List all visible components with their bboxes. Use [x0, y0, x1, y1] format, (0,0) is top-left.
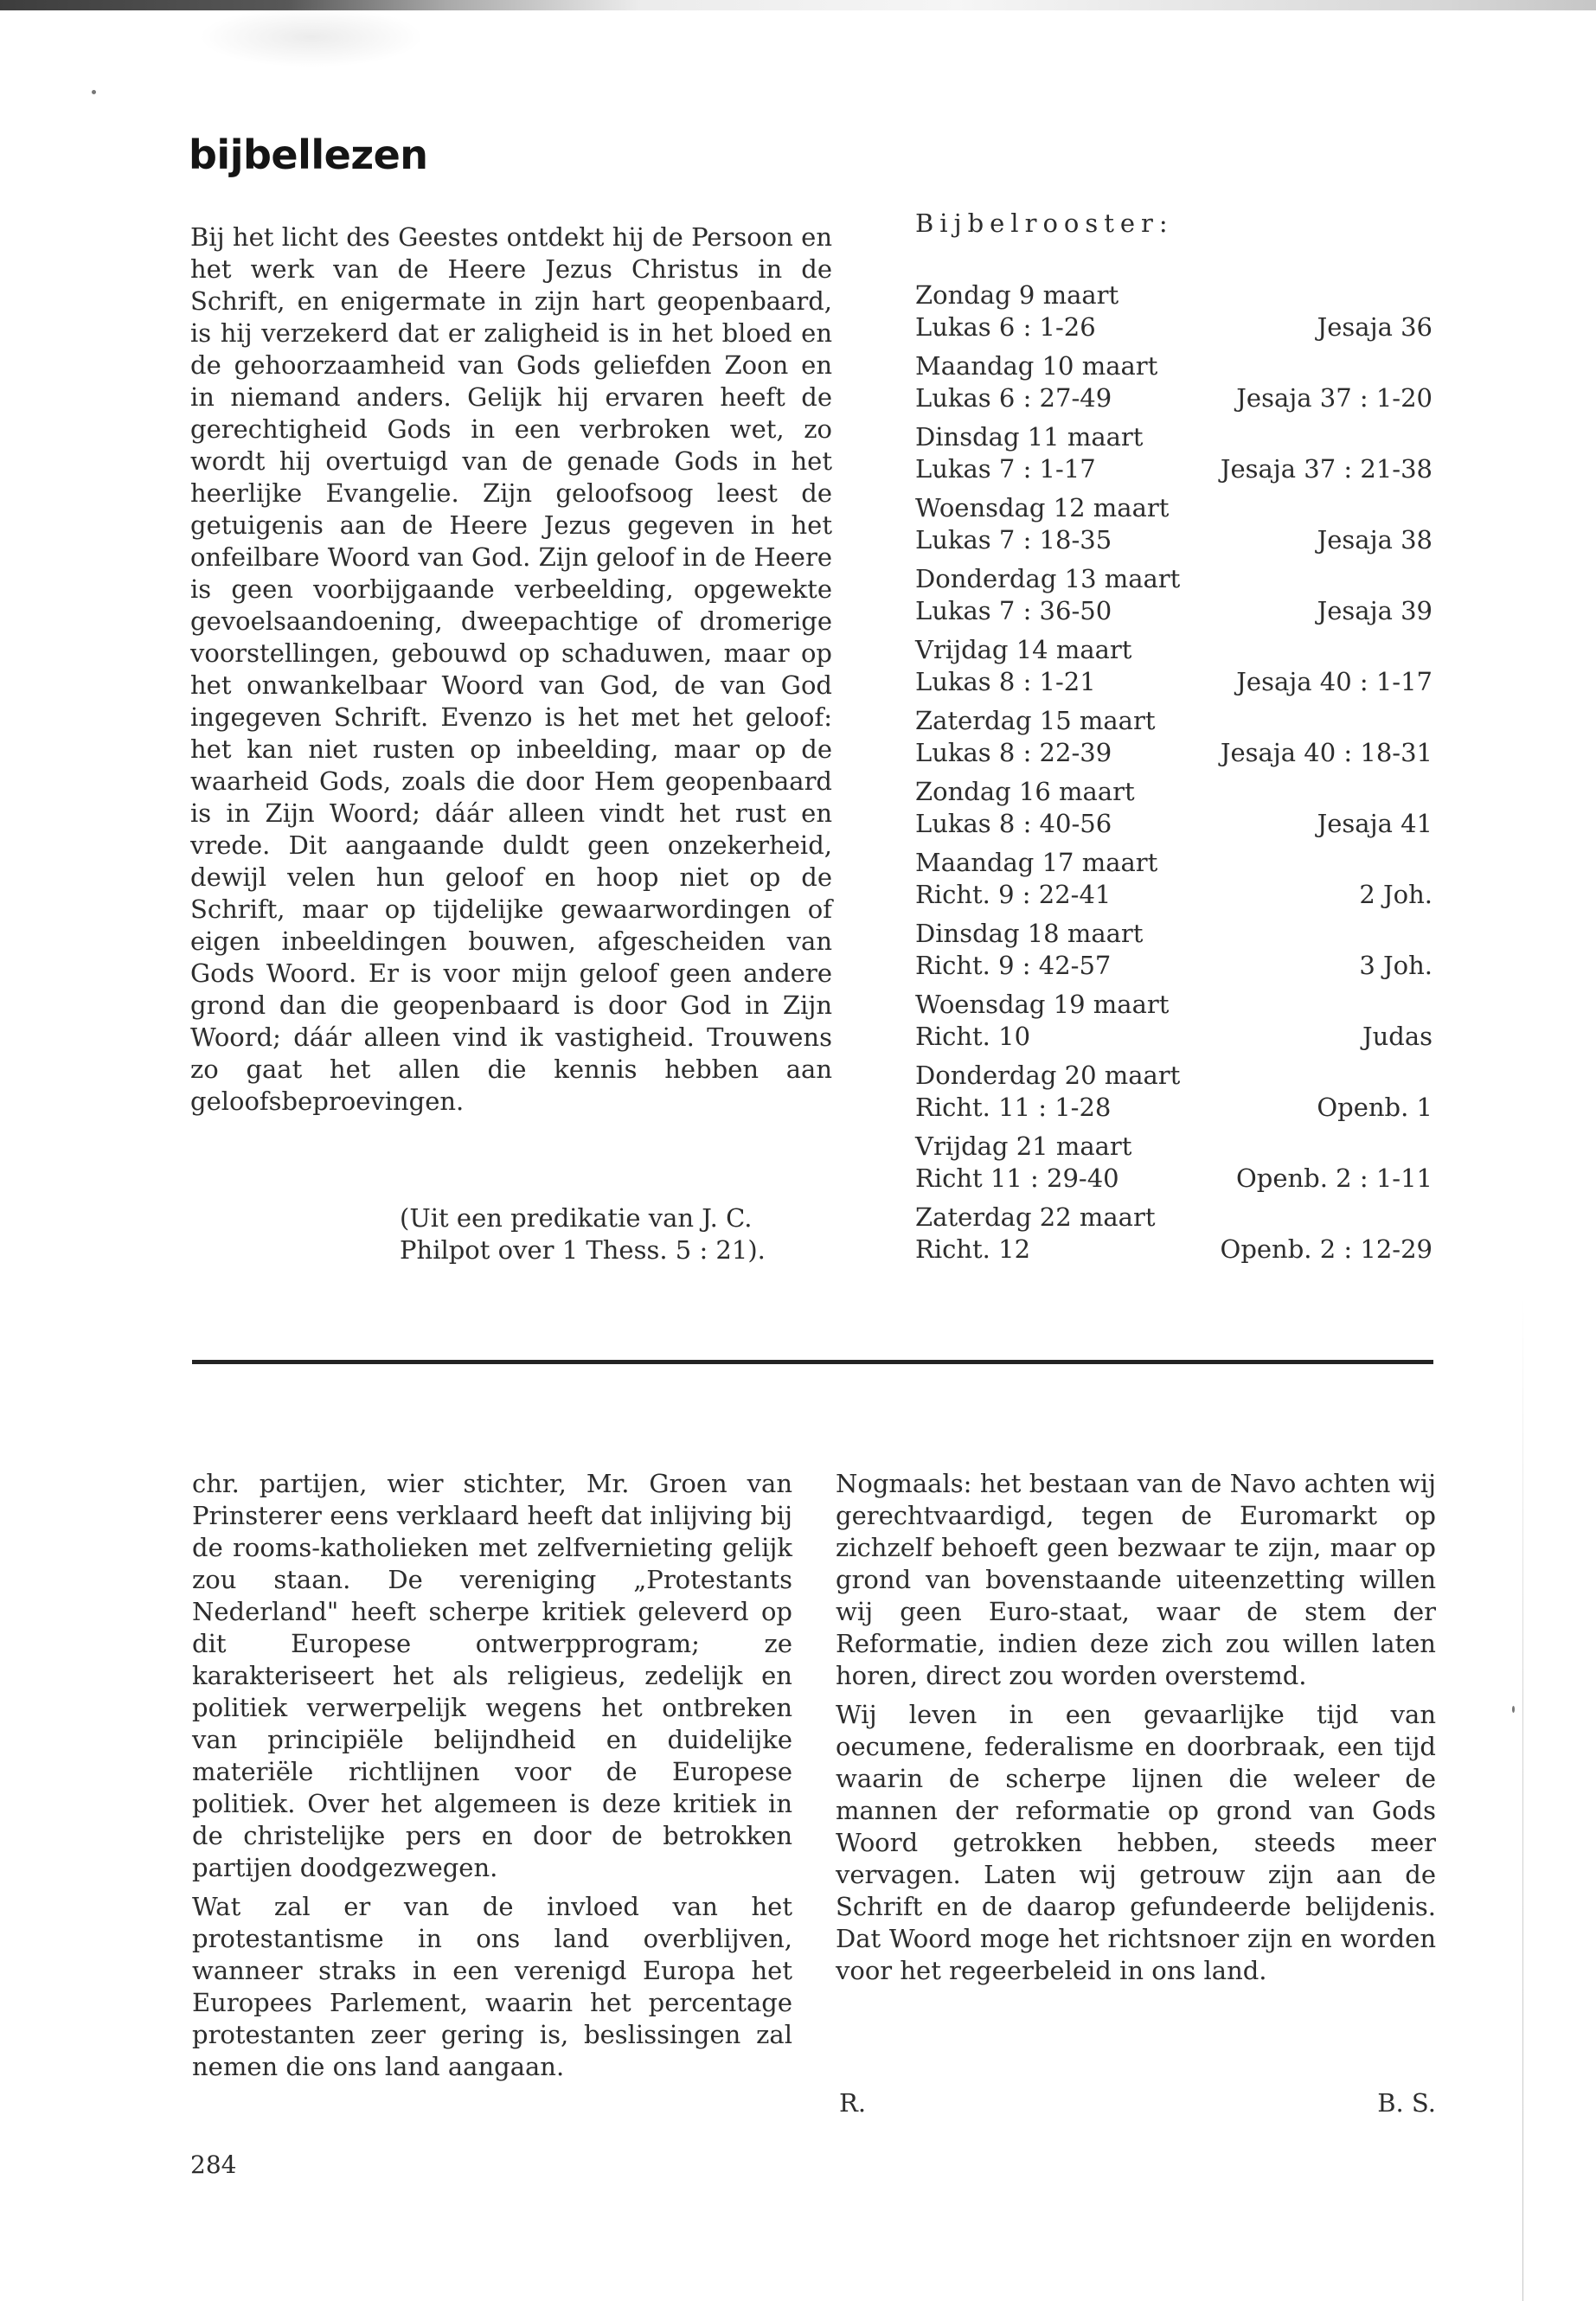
schedule-reading: Lukas 7 : 1-17: [915, 454, 1096, 484]
schedule-second-reading: Jesaja 37 : 1-20: [1236, 383, 1433, 413]
bible-reading-schedule: [915, 208, 1433, 1272]
schedule-entry: [915, 421, 1433, 492]
schedule-day: Maandag 17 maart: [915, 848, 1158, 877]
article-column-right: [836, 1468, 1436, 1994]
schedule-reading: Richt 11 : 29-40: [915, 1163, 1119, 1193]
schedule-second-reading: Judas: [1362, 1022, 1433, 1051]
section-divider: [192, 1360, 1433, 1364]
section-heading: bijbellezen: [189, 131, 428, 178]
schedule-entry: [915, 776, 1433, 847]
schedule-readings: [915, 382, 1433, 414]
schedule-second-reading: Jesaja 40 : 18-31: [1220, 738, 1433, 767]
schedule-entry: [915, 1131, 1433, 1202]
schedule-entry: [915, 492, 1433, 563]
page-number: 284: [190, 2150, 237, 2179]
article-paragraph: Nogmaals: het bestaan van de Navo achten wij gerechtvaardigd, tegen de Euromarkt op zichzelf behoeft geen bezwaar te zijn, maar op grond van bovenstaande uiteenzetting willen wij geen Euro-staat, waar de stem der Reformatie, indien deze zich zou willen laten horen, direct zou worden overstemd.: [836, 1469, 1436, 1690]
page-gutter-shadow: [1522, 1298, 1523, 2301]
schedule-day: Vrijdag 14 maart: [915, 635, 1132, 664]
schedule-entry: [915, 350, 1433, 421]
schedule-readings: [915, 595, 1433, 627]
schedule-reading: Richt. 12: [915, 1234, 1031, 1264]
schedule-entry: [915, 1060, 1433, 1131]
schedule-second-reading: Jesaja 40 : 1-17: [1236, 667, 1433, 696]
schedule-day: Woensdag 12 maart: [915, 493, 1170, 522]
schedule-entry: [915, 989, 1433, 1060]
schedule-reading: Lukas 8 : 40-56: [915, 809, 1112, 838]
schedule-readings: [915, 1234, 1433, 1266]
schedule-day: Dinsdag 18 maart: [915, 919, 1144, 948]
schedule-day: Zaterdag 15 maart: [915, 706, 1156, 735]
schedule-reading: Lukas 7 : 36-50: [915, 596, 1112, 625]
schedule-reading: Lukas 8 : 1-21: [915, 667, 1096, 696]
schedule-day: Vrijdag 21 maart: [915, 1131, 1132, 1161]
schedule-day: Woensdag 19 maart: [915, 990, 1170, 1019]
schedule-entry: [915, 634, 1433, 705]
schedule-second-reading: Openb. 1: [1317, 1093, 1433, 1122]
schedule-reading: Lukas 8 : 22-39: [915, 738, 1112, 767]
schedule-reading: Richt. 9 : 22-41: [915, 880, 1112, 909]
quote-attribution: [400, 1202, 832, 1266]
article-paragraph: Wij leven in een gevaarlijke tijd van oecumene, federalisme en doorbraak, een tijd waarin de scherpe lijnen die weleer de mannen der reformatie op grond van Gods Woord getrokken hebben, steeds meer vervagen. Laten wij getrouw zijn aan de Schrift en de daarop gefundeerde belijdenis. Dat Woord moge het richtsnoer zijn en worden voor het regeerbeleid in ons land.: [836, 1700, 1436, 1985]
schedule-readings: [915, 311, 1433, 343]
schedule-readings: [915, 453, 1433, 485]
signature-initial-left: R.: [839, 2088, 867, 2118]
main-article-text: Bij het licht des Geestes ontdekt hij de Persoon en het werk van de Heere Jezus Christus in de Schrift, en enigermate in zijn hart geopenbaard, is hij verzekerd dat er zaligheid is in het bloed en de gehoorzaamheid van Gods geliefden Zoon en in niemand anders. Gelijk hij ervaren heeft de gerechtigheid Gods in een verbroken wet, zo wordt hij overtuigd van de genade Gods in het heerlijke Evangelie. Zijn geloofsoog leest de getuigenis aan de Heere Jezus gegeven in het onfeilbare Woord van God. Zijn geloof in de Heere is geen voorbijgaande verbeelding, opgewekte gevoelsaandoening, dweepachtige of dromerige voorstellingen, gebouwd op schaduwen, maar op het onwankelbaar Woord van God, de van God ingegeven Schrift. Evenzo is het met het geloof: het kan niet rusten op inbeelding, maar op de waarheid Gods, zoals die door Hem geopenbaard is in Zijn Woord; dáár alleen vindt het rust en vrede. Dit aangaande duldt geen onzekerheid, dewijl velen hun geloof en hoop niet op de Schrift, maar op tijdelijke gewaarwordingen of eigen inbeeldingen bouwen, afgescheiden van Gods Woord. Er is voor mijn geloof geen andere grond dan die geopenbaard is door God in Zijn Woord; dáár alleen vind ik vastigheid. Trouwens zo gaat het allen die kennis hebben aan geloofsbeproevingen.: [190, 222, 832, 1116]
schedule-day: Zaterdag 22 maart: [915, 1202, 1156, 1232]
schedule-reading: Richt. 10: [915, 1022, 1031, 1051]
schedule-second-reading: Openb. 2 : 12-29: [1220, 1234, 1433, 1264]
schedule-reading: Lukas 7 : 18-35: [915, 525, 1112, 554]
schedule-day: Zondag 9 maart: [915, 280, 1119, 310]
schedule-second-reading: 3 Joh.: [1359, 951, 1433, 980]
schedule-title: Bijbelrooster:: [915, 208, 1174, 238]
scan-speck: [1512, 1706, 1515, 1713]
schedule-readings: [915, 524, 1433, 556]
schedule-second-reading: Jesaja 37 : 21-38: [1220, 454, 1433, 484]
schedule-day: Donderdag 13 maart: [915, 564, 1181, 593]
attribution-line-2: Philpot over 1 Thess. 5 : 21).: [400, 1235, 766, 1265]
schedule-day: Maandag 10 maart: [915, 351, 1158, 381]
schedule-readings: [915, 879, 1433, 911]
article-column-left: [192, 1468, 792, 2090]
schedule-reading: Richt. 11 : 1-28: [915, 1093, 1112, 1122]
schedule-day: Zondag 16 maart: [915, 777, 1135, 806]
schedule-entry: [915, 563, 1433, 634]
schedule-readings: [915, 737, 1433, 769]
schedule-entries: [915, 279, 1433, 1272]
schedule-entry: [915, 1202, 1433, 1272]
schedule-second-reading: Jesaja 41: [1317, 809, 1433, 838]
article-signature: [839, 2087, 1436, 2119]
schedule-second-reading: Openb. 2 : 1-11: [1236, 1163, 1433, 1193]
schedule-reading: Richt. 9 : 42-57: [915, 951, 1112, 980]
schedule-reading: Lukas 6 : 1-26: [915, 312, 1096, 342]
schedule-day: Donderdag 20 maart: [915, 1061, 1181, 1090]
schedule-entry: [915, 279, 1433, 350]
schedule-reading: Lukas 6 : 27-49: [915, 383, 1112, 413]
schedule-second-reading: 2 Joh.: [1359, 880, 1433, 909]
schedule-second-reading: Jesaja 39: [1317, 596, 1433, 625]
signature-initials-right: B. S.: [1377, 2088, 1436, 2118]
schedule-readings: [915, 1092, 1433, 1124]
schedule-second-reading: Jesaja 36: [1317, 312, 1433, 342]
scan-speck: [92, 90, 96, 94]
schedule-readings: [915, 1021, 1433, 1053]
schedule-readings: [915, 808, 1433, 840]
schedule-entry: [915, 705, 1433, 776]
article-paragraph: Wat zal er van de invloed van het protestantisme in ons land overblijven, wanneer straks in een verenigd Europa het Europees Parlement, waarin het percentage protestanten zeer gering is, beslissingen zal nemen die ons land aangaan.: [192, 1892, 792, 2081]
scan-smudge: [199, 7, 424, 67]
schedule-entry: [915, 847, 1433, 918]
article-paragraph: chr. partijen, wier stichter, Mr. Groen van Prinsterer eens verklaard heeft dat inlijving bij de rooms-katholieken met zelfvernieting gelijk zou staan. De vereniging „Protestants Nederland" heeft scherpe kritiek geleverd op dit Europese ontwerpprogram; ze karakteriseert het als religieus, zedelijk en politiek verwerpelijk wegens het ontbreken van principiële belijndheid en duidelijke materiële richtlijnen voor de Europese politiek. Over het algemeen is deze kritiek in de christelijke pers en door de betrokken partijen doodgezwegen.: [192, 1469, 792, 1882]
schedule-readings: [915, 950, 1433, 982]
schedule-entry: [915, 918, 1433, 989]
schedule-second-reading: Jesaja 38: [1317, 525, 1433, 554]
schedule-day: Dinsdag 11 maart: [915, 422, 1144, 452]
schedule-readings: [915, 1163, 1433, 1195]
schedule-readings: [915, 666, 1433, 698]
attribution-line-1: (Uit een predikatie van J. C.: [400, 1203, 753, 1233]
